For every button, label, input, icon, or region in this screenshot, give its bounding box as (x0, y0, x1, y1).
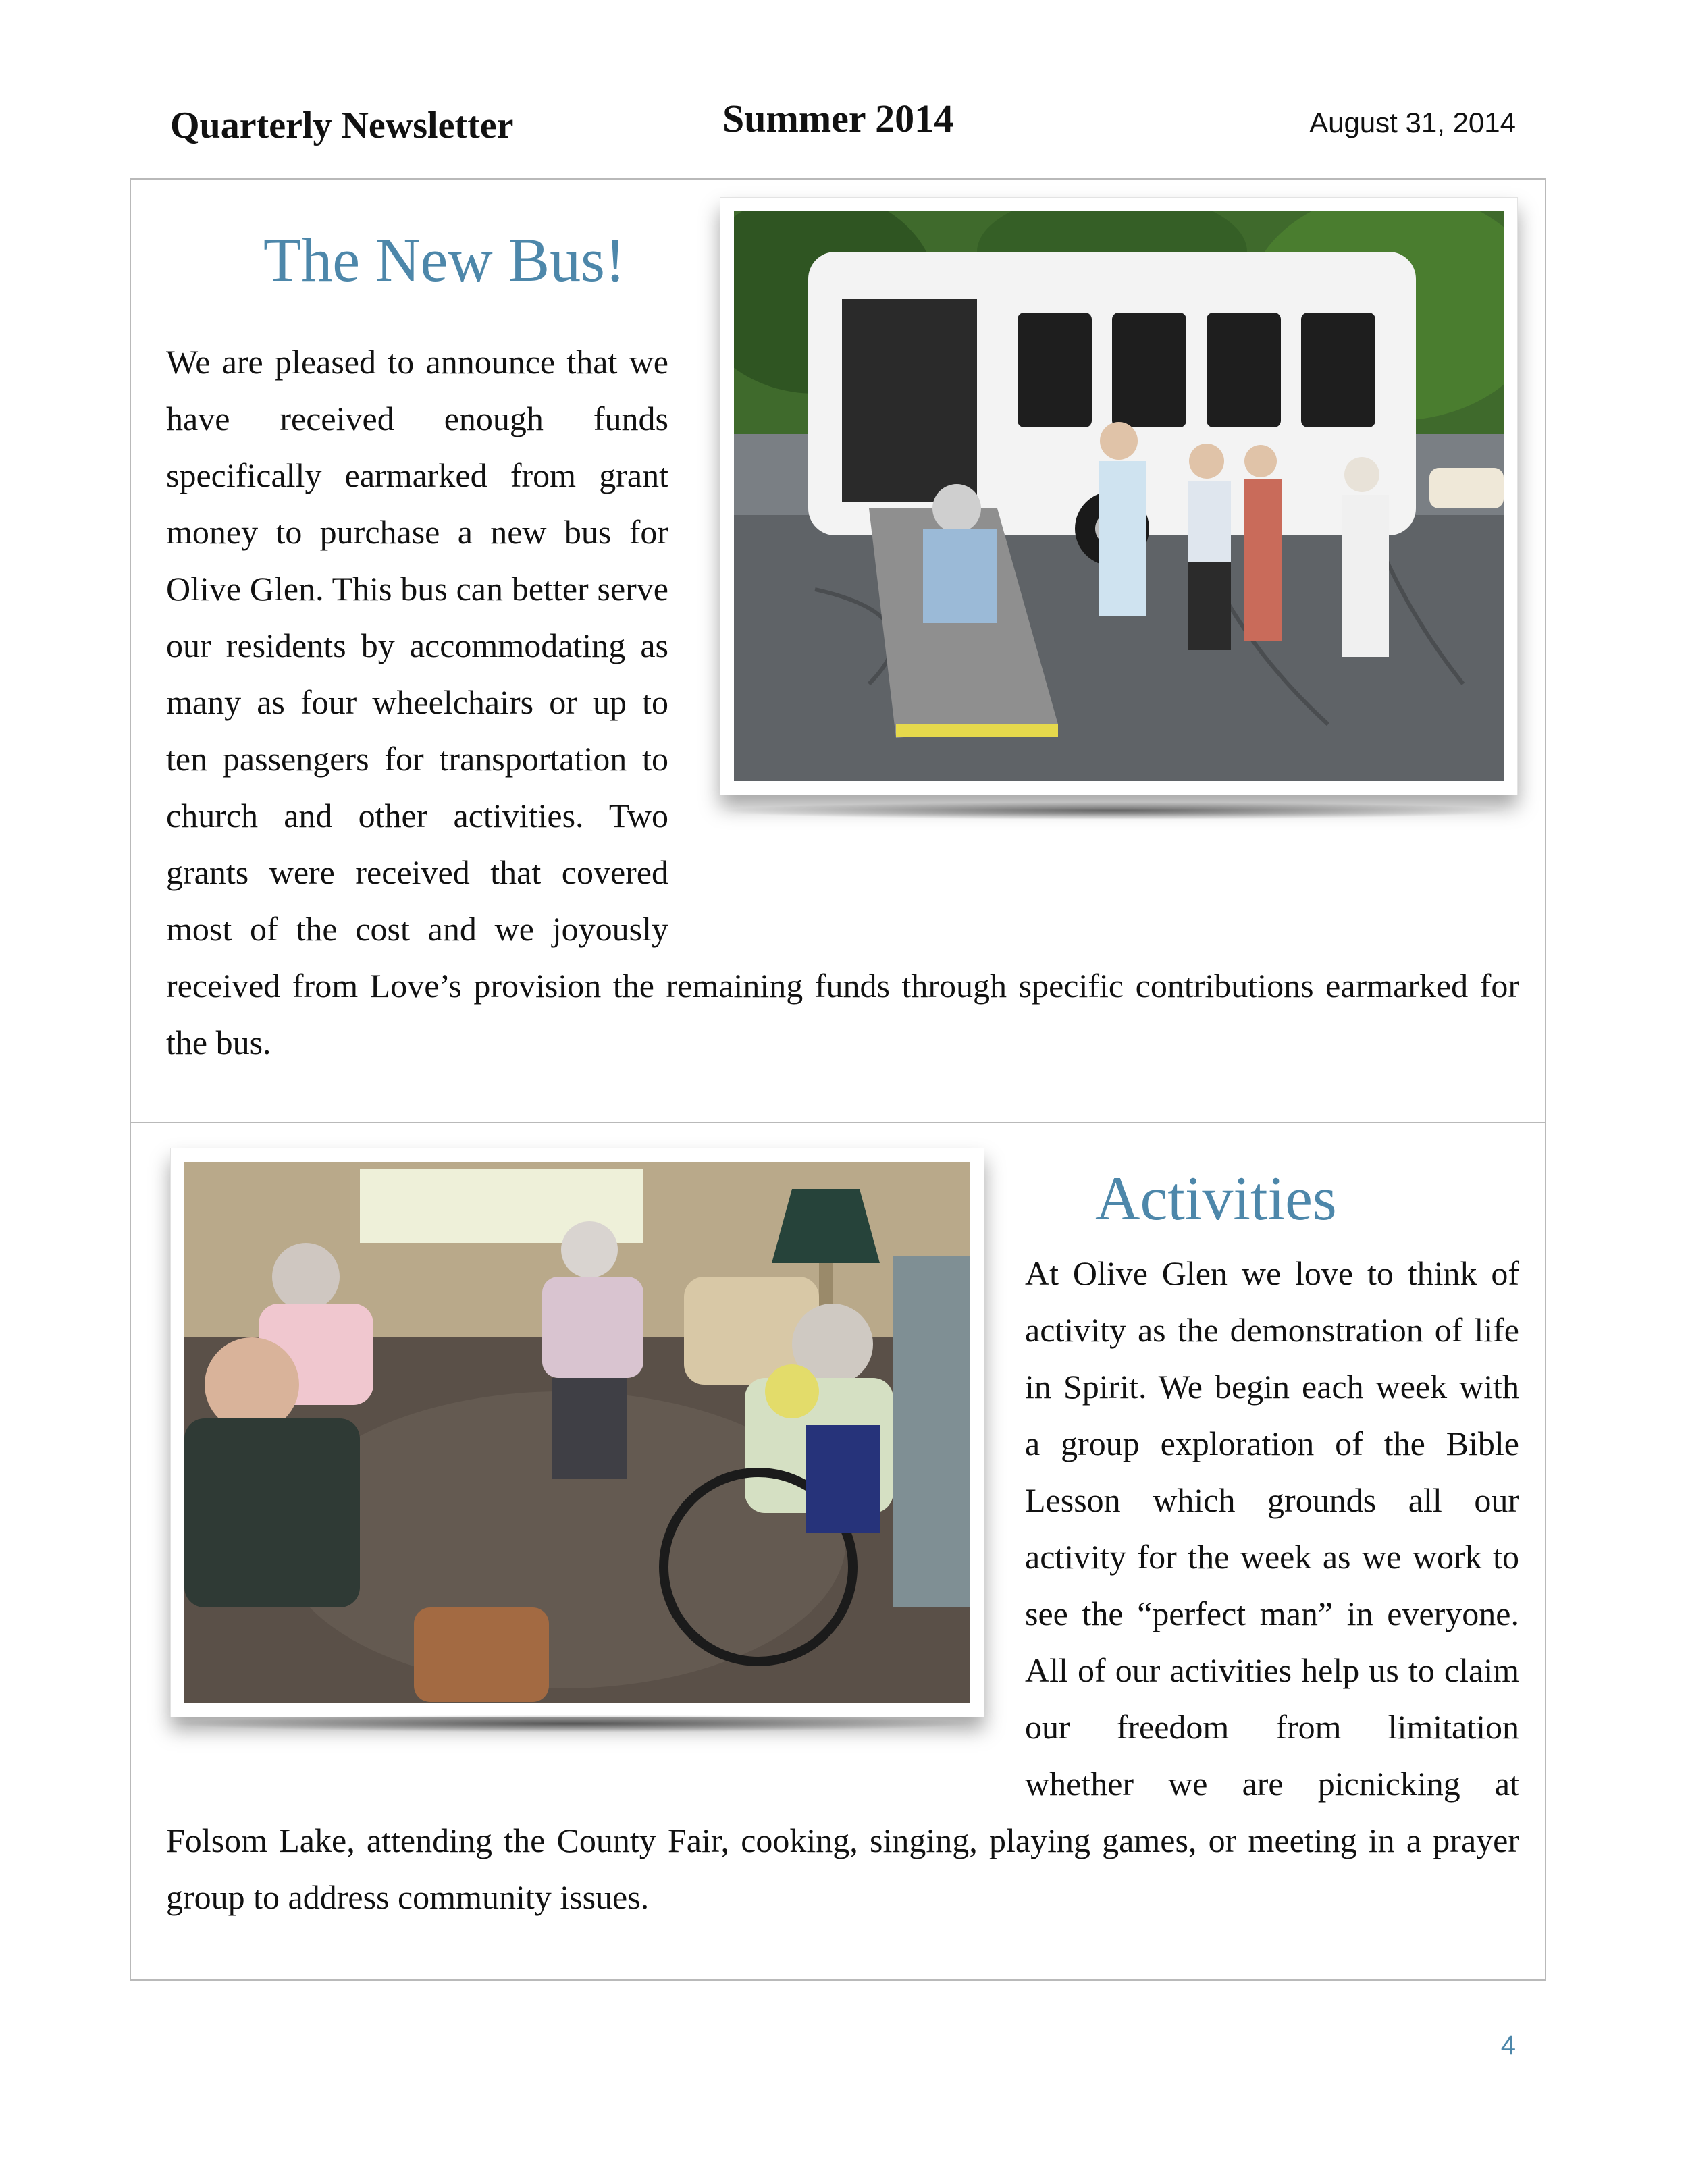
bus-photo-spacer (702, 334, 1533, 901)
section-divider (131, 1122, 1545, 1123)
activities-section-title: Activities (1095, 1164, 1337, 1233)
activities-photo-spacer (159, 1245, 984, 1799)
bus-section-title: The New Bus! (263, 225, 626, 294)
page-number: 4 (1500, 2031, 1516, 2060)
activities-body-text: At Olive Glen we love to think of activity as the demonstration of life in Spirit. We begin each week with a group exploration of the Bible Lesson which grounds all our activity for the week as we work to see the “perfect man” in everyone. All of our activities help us to claim our freedom from limitation whether we are picnicking at Folsom Lake, attending the County Fair, cooking, singing, playing games, or meeting in a prayer group to address community issues. (166, 1254, 1519, 1916)
bus-body-text: We are pleased to announce that we have received enough funds specifically earmarked from grant money to purchase a new bus for Olive Glen. This bus can better serve our residents by accommodating as many as four wheelchairs or up to ten passengers for transportation to church and other activities. Two grants were received that covered most of the cost and we joyously received from Love’s provision the remaining funds through specific contributions earmarked for the bus. (166, 343, 1519, 1061)
activities-text-block (166, 1245, 1519, 1925)
season-label: Summer 2014 (722, 97, 954, 140)
newsletter-label: Quarterly Newsletter (170, 105, 514, 147)
bus-text-block (166, 334, 1519, 1071)
issue-date: August 31, 2014 (1309, 107, 1516, 138)
